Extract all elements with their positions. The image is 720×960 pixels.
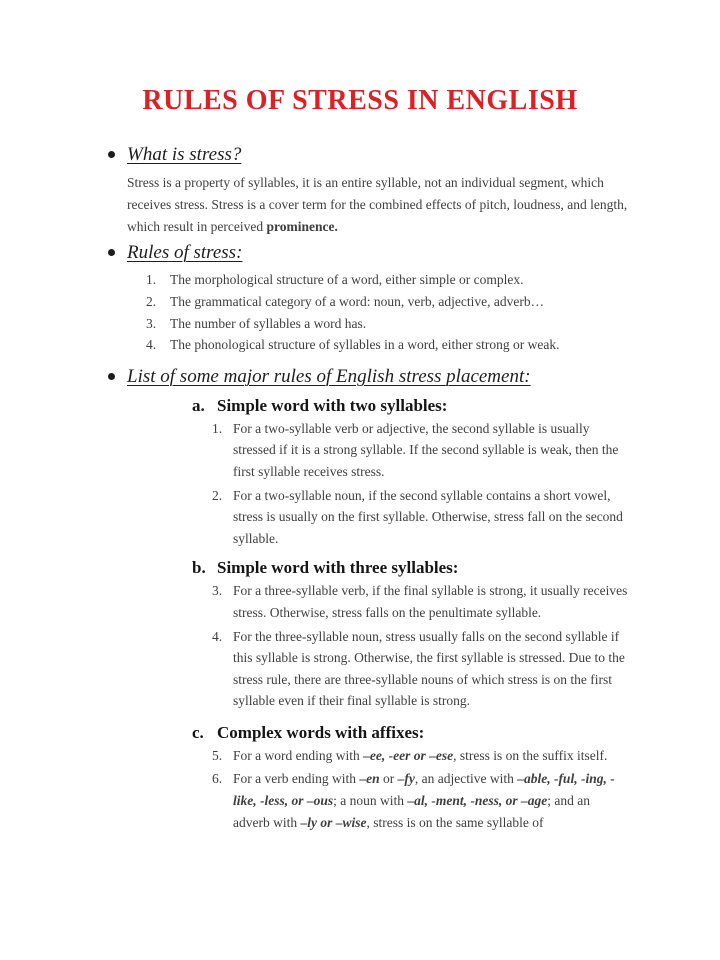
- list-item: [146, 313, 720, 335]
- list-item-text: The phonological structure of syllables in a word, either strong or weak.: [170, 337, 560, 353]
- rules-of-stress-list: [0, 269, 720, 355]
- subsection-title: Simple word with two syllables:: [217, 395, 448, 415]
- subsection-a-heading: [192, 395, 720, 416]
- section-rules-of-stress-heading: [108, 241, 720, 264]
- list-item-text: For a three-syllable verb, if the final syllable is strong, it usually receives stress. Otherwise, stress falls on the penultimate syllable.: [233, 583, 628, 620]
- list-item-number: 2.: [212, 487, 223, 503]
- list-item-text: The morphological structure of a word, either simple or complex.: [170, 272, 524, 288]
- list-item: [212, 626, 720, 712]
- list-item-text: For a word ending with –ee, -eer or –ese, stress is on the suffix itself.: [233, 747, 608, 763]
- list-item-text: For a two-syllable noun, if the second syllable contains a short vowel, stress is usually on the first syllable. Otherwise, stress fall on the second syllable.: [233, 487, 623, 546]
- list-item-text: The grammatical category of a word: noun, verb, adjective, adverb…: [170, 293, 545, 309]
- section-heading-text: What is stress?: [127, 144, 242, 165]
- list-item: [146, 334, 720, 356]
- list-item-number: 4.: [146, 337, 157, 353]
- page-title: RULES OF STRESS IN ENGLISH: [142, 85, 578, 116]
- list-item: [146, 269, 720, 291]
- subsection-title: Simple word with three syllables:: [217, 558, 459, 578]
- subsection-letter: a.: [192, 395, 205, 415]
- list-item-number: 5.: [212, 747, 223, 763]
- list-item-number: 2.: [146, 293, 157, 309]
- list-item: [212, 485, 720, 550]
- list-item-number: 1.: [146, 272, 157, 288]
- list-item-text: The number of syllables a word has.: [170, 315, 367, 331]
- list-item: [212, 768, 720, 833]
- list-item-number: 3.: [146, 315, 157, 331]
- list-item: [212, 745, 720, 767]
- section-heading-text: List of some major rules of English stress placement:: [127, 365, 531, 387]
- list-item-text: For a two-syllable verb or adjective, the second syllable is usually stressed if it is a strong syllable. If the second syllable is weak, then the first syllable receives stress.: [233, 420, 619, 479]
- section-what-is-stress-heading: [108, 143, 720, 166]
- subsection-letter: c.: [192, 722, 204, 742]
- list-item-number: 1.: [212, 420, 223, 436]
- list-item: [212, 580, 720, 623]
- bullet-icon: [108, 373, 115, 380]
- subsection-title: Complex words with affixes:: [217, 722, 425, 742]
- list-item-number: 3.: [212, 583, 223, 599]
- section-major-rules-heading: [108, 365, 720, 388]
- list-item-text: For a verb ending with –en or –fy, an adjective with –able, -ful, -ing, -like, -less, or –ous; a noun with –al, -ment, -ness, or –age; and an adverb with –ly or –wise, stress is on the same syllable of: [233, 771, 615, 830]
- bullet-icon: [108, 249, 115, 256]
- bullet-icon: [108, 151, 115, 158]
- list-item: [212, 418, 720, 483]
- intro-paragraph: Stress is a property of syllables, it is an entire syllable, not an individual segment, which receives stress. Stress is a cover term for the combined effects of pitch, loudness, and length, which result in perceived prominence.: [127, 175, 628, 234]
- subsection-c-heading: [192, 722, 720, 743]
- subsection-letter: b.: [192, 558, 206, 578]
- list-item-number: 6.: [212, 771, 223, 787]
- list-item-text: For the three-syllable noun, stress usually falls on the second syllable if this syllable is strong. Otherwise, the first syllable is stressed. Due to the stress rule, there are three-syllable nouns of which stress is on the first syllable even if their final syllable is strong.: [233, 628, 625, 709]
- section-heading-text: Rules of stress:: [127, 242, 243, 264]
- list-item-number: 4.: [212, 628, 223, 644]
- list-item: [146, 291, 720, 313]
- subsection-b-heading: [192, 557, 720, 578]
